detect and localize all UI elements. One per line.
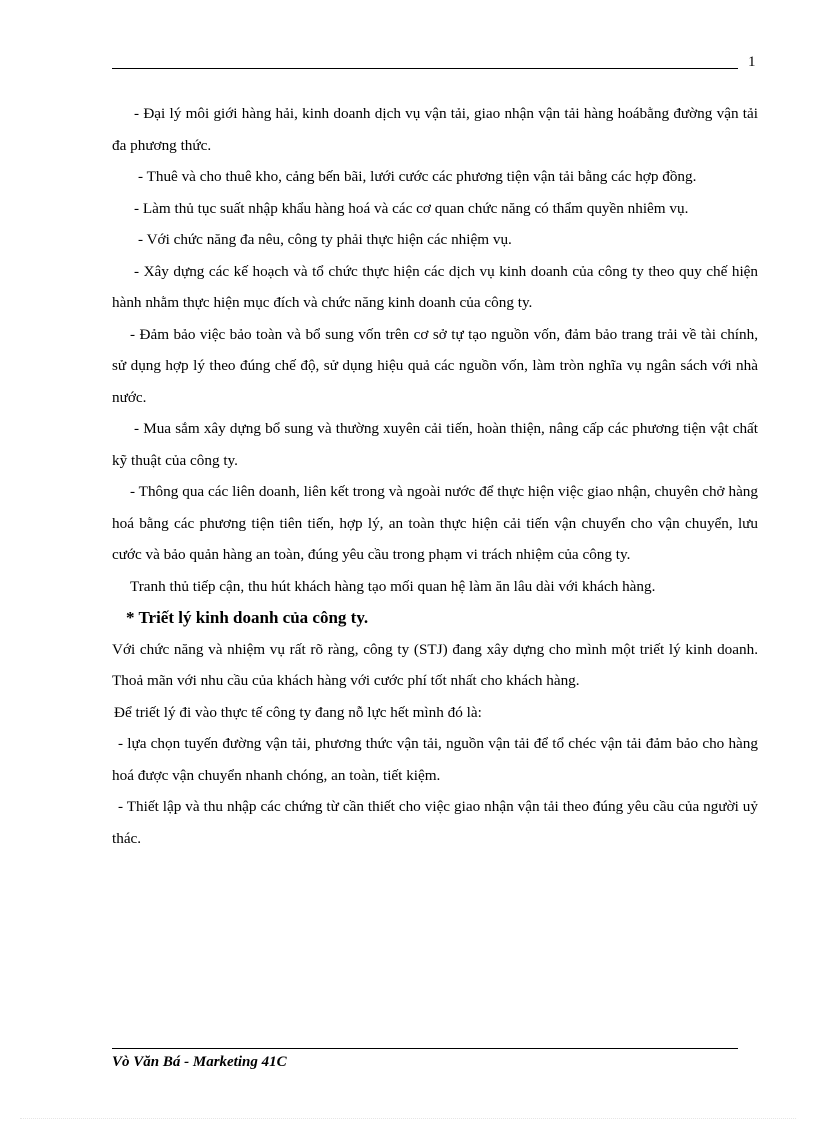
paragraph: - Thiết lập và thu nhập các chứng từ cần thiết cho việc giao nhận vận tải theo đúng yêu cầu của người uỷ thác. (112, 798, 758, 847)
page-edge-dotted-line (20, 1118, 796, 1119)
paragraph: Với chức năng và nhiệm vụ rất rõ ràng, công ty (STJ) đang xây dựng cho mình một triết lý kinh doanh. Thoả mãn với nhu cầu của khách hàng với cước phí tốt nhất cho khách hàng. (112, 640, 758, 689)
paragraph: Để triết lý đi vào thực tế công ty đang nỗ lực hết mình đó là: (114, 703, 482, 721)
paragraph: - Xây dựng các kế hoạch và tổ chức thực hiện các dịch vụ kinh doanh của công ty theo quy chế hiện hành nhằm thực hiện mục đích và chức năng kinh doanh của công ty. (112, 262, 758, 311)
paragraph: Tranh thủ tiếp cận, thu hút khách hàng tạo mối quan hệ làm ăn lâu dài với khách hàng. (130, 577, 656, 595)
paragraph: - Làm thủ tục suất nhập khẩu hàng hoá và các cơ quan chức năng có thẩm quyền nhiêm vụ. (134, 199, 689, 217)
paragraph: - Mua sắm xây dựng bổ sung và thường xuyên cải tiến, hoàn thiện, nâng cấp các phương tiện vật chất kỹ thuật của công ty. (112, 420, 758, 469)
footer-author: Vò Văn Bá - Marketing 41C (112, 1054, 287, 1070)
paragraph: - Với chức năng đa nêu, công ty phải thực hiện các nhiệm vụ. (138, 231, 512, 248)
paragraph: - Thuê và cho thuê kho, cảng bến bãi, lưới cước các phương tiện vận tải bằng các hợp đồng. (138, 168, 697, 185)
document-body (112, 98, 758, 854)
header-rule (112, 68, 738, 69)
footer-rule (112, 1048, 738, 1049)
page-number: 1 (748, 54, 756, 70)
paragraph: - Thông qua các liên doanh, liên kết trong và ngoài nước để thực hiện việc giao nhận, chuyên chở hàng hoá bằng các phương tiện tiên tiến, hợp lý, an toàn thực hiện cải tiến vận chuyển cho vận chuyển, lưu cước và bảo quản hàng an toàn, đúng yêu cầu trong phạm vi trách nhiệm của công ty. (112, 483, 758, 563)
paragraph: - lựa chọn tuyến đường vận tải, phương thức vận tải, nguồn vận tải để tổ chéc vận tải đảm bảo cho hàng hoá được vận chuyển nhanh chóng, an toàn, tiết kiệm. (112, 735, 758, 784)
paragraph: - Đại lý môi giới hàng hải, kinh doanh dịch vụ vận tải, giao nhận vận tải hàng hoábằng đường vận tải đa phương thức. (112, 105, 758, 154)
section-heading: * Triết lý kinh doanh của công ty. (126, 608, 369, 627)
paragraph: - Đảm bảo việc bảo toàn và bổ sung vốn trên cơ sở tự tạo nguồn vốn, đảm bảo trang trải về tài chính, sử dụng hợp lý theo đúng chế độ, sử dụng hiệu quả các nguồn vốn, làm tròn nghĩa vụ ngân sách với nhà nước. (112, 325, 758, 406)
